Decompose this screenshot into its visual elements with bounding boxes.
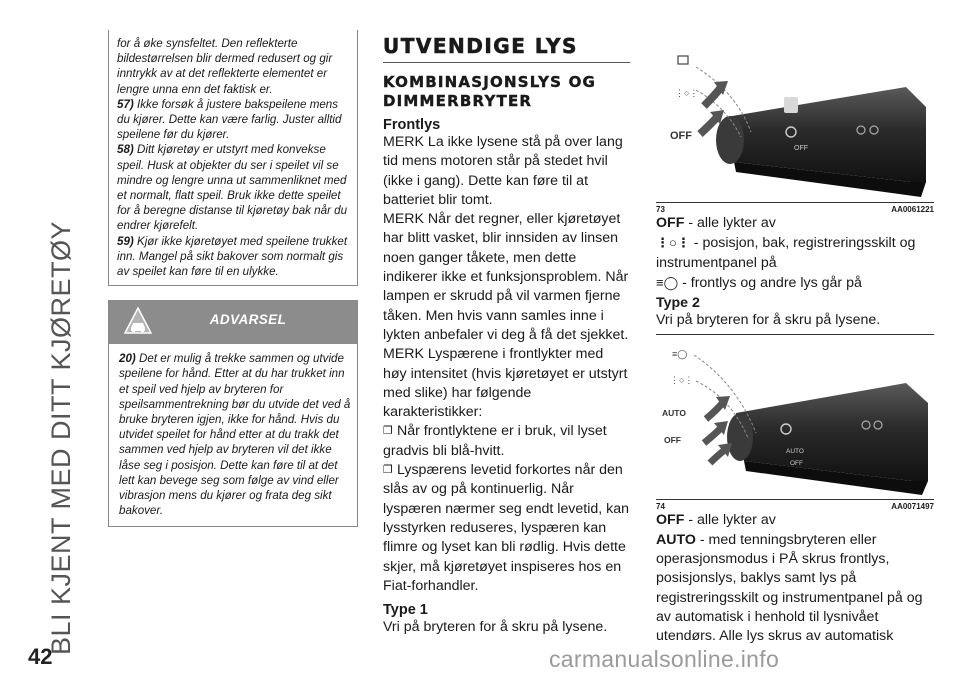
frontlys-title: Frontlys	[383, 117, 441, 133]
position-light-icon: ⋮○⋮	[656, 235, 690, 251]
bulb-icon: ❐	[383, 464, 393, 477]
type1-title: Type 1	[383, 602, 428, 619]
svg-text:≡◯: ≡◯	[672, 349, 688, 360]
svg-text:⋮○⋮: ⋮○⋮	[675, 88, 699, 98]
light-switch-illustration	[656, 32, 934, 202]
svg-text:AUTO: AUTO	[786, 448, 804, 456]
watermark: carmanualsonline.info	[549, 646, 780, 672]
column-figures	[656, 32, 934, 647]
bullet-item: ❐ Lyspærens levetid forkortes når den slås av og på kontinuerlig. Når lyspæren nærmer seg endt levetid, kan lysstyrken reduseres, lyspæren kan flimre og lyset kan bli rødlig. Hvis dette skjer, må kjøretøyet inspiseres hos en Fiat-forhandler.	[383, 462, 630, 594]
warning-box	[108, 300, 358, 527]
svg-text:⋮○⋮: ⋮○⋮	[670, 375, 694, 386]
fig73-off-label: OFF	[670, 130, 692, 142]
bullet-item: ❐ Når frontlyktene er i bruk, vil lyset gradvis bli blå-hvitt.	[383, 423, 607, 459]
note-intro: for å øke synsfeltet. Den reflekterte bildestørrelsen blir dermed redusert og gir inntrykk av at det reflekterte elementet er lengre unna enn det faktisk er.	[117, 37, 333, 96]
subsection-heading: KOMBINASJONSLYS OG DIMMERBRYTER	[383, 73, 597, 110]
section-heading: UTVENDIGE LYS	[383, 34, 630, 63]
svg-text:OFF: OFF	[794, 145, 808, 152]
column-notes	[108, 30, 358, 527]
warning-header	[109, 300, 357, 344]
headlight-icon: ≡◯	[656, 274, 679, 290]
warning-body: 20) Det er mulig å trekke sammen og utvide speilene for hånd. Etter at du har trukket inn et speil ved hjelp av bryteren for speilsammentrekning bør du utvide det ved å bruke bryteren igjen, ikke for hånd. Hvis du utvidet speilet for hånd etter at du trakk det sammen ved hjelp av bryteren vil det ikke låse seg i posisjon. Dette kan føre til at det lett kan bevege seg som følge av vind eller vibrasjon mens du kjører og frata deg sikt bakover.	[119, 352, 351, 518]
figure-73-caption: 73 AA0061221	[656, 205, 934, 214]
bulb-icon: ❐	[383, 425, 393, 438]
note-57: 57) Ikke forsøk å justere bakspeilene mens du kjører. Dette kan være farlig. Juster alltid speilene før du kjører.	[117, 97, 342, 142]
side-section-title: BLI KJENT MED DITT KJØRETØY	[46, 220, 76, 655]
note-59: 59) Kjør ikke kjøretøyet med speilene trukket inn. Mangel på sikt bakover som normalt gis av speilet kan føre til en ulykke.	[117, 234, 348, 279]
fig74-off-label: OFF	[664, 435, 681, 446]
merk-rain: MERK Når det regner, eller kjøretøyet har blitt vasket, blir innsiden av linsen noen ganger tåkete, men dette indikerer ikke et funksjonsproblem. Når lampen er skrudd på vil varmen fjerne tåken. Men hvis vann samles inne i lykten anbefaler vi deg å få det sjekket.	[383, 211, 629, 343]
type1-text: Vri på bryteren for å skru på lysene.	[383, 619, 608, 636]
auto-description: AUTO - med tenningsbryteren eller operasjonsmodus i PÅ skrus frontlys, posisjonslys, baklys samt lys på registreringsskilt og instrumentpanel på og av automatisk i henhold til lysnivået utendørs. Alle lys skrus av automatisk	[656, 531, 923, 645]
notes-box	[108, 30, 358, 286]
off2-description: OFF - alle lykter av	[656, 512, 776, 529]
auto-light-switch-illustration	[656, 343, 934, 499]
type2-title: Type 2	[656, 295, 700, 312]
fig74-auto-label: AUTO	[662, 408, 686, 419]
page-number: 42	[28, 644, 53, 669]
warning-title: ADVARSEL	[209, 312, 287, 328]
merk-battery: MERK La ikke lysene stå på over lang tid mens motoren står på stedet hvil (ikke i gang). Dette kan føre til at batteriet blir tomt.	[383, 134, 623, 208]
figure-73	[656, 32, 934, 203]
svg-text:OFF: OFF	[790, 460, 803, 468]
figure-74-caption: 74 AA0071497	[656, 502, 934, 512]
headlight-description: ≡◯ - frontlys og andre lys går på	[656, 274, 862, 291]
position-description: ⋮○⋮ - posisjon, bak, registreringsskilt og instrumentpanel på	[656, 235, 916, 271]
type2-text: Vri på bryteren for å skru på lysene.	[656, 311, 934, 335]
figure-74	[656, 343, 934, 500]
column-lights	[383, 34, 630, 637]
note-58: 58) Ditt kjøretøy er utstyrt med konvekse speil. Husk at objekter du ser i speilet vil se mindre og lengre unna ut sammenliknet med et normalt, flatt speil. Bruk ikke dette speilet for å beregne distanse til kjøretøy bak når du endrer kjørefelt.	[117, 143, 348, 233]
off-description: OFF - alle lykter av	[656, 215, 776, 231]
merk-bulbs: MERK Lyspærene i frontlykter med høy intensitet (hvis kjøretøyet er utstyrt med slike) har følgende karakteristikker:	[383, 346, 628, 421]
